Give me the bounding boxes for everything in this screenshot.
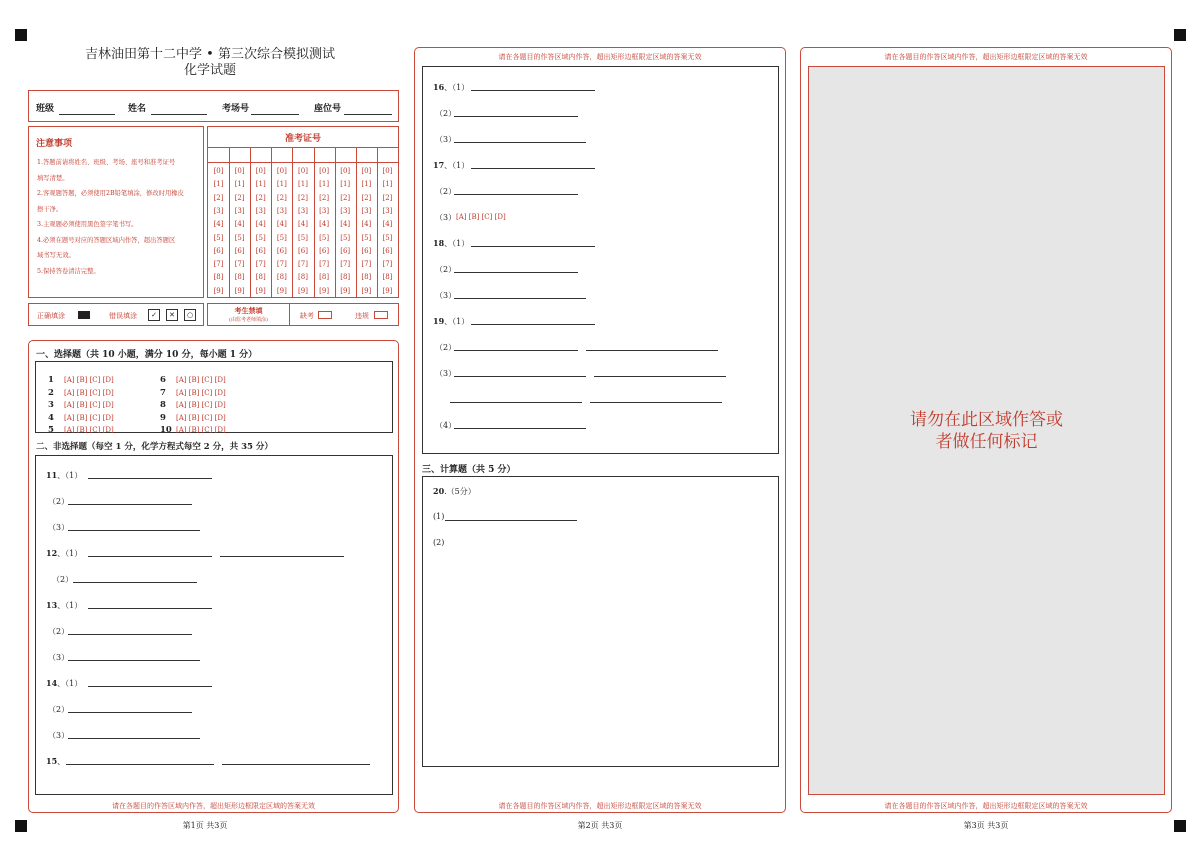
q19-4-answer[interactable] [454,428,586,429]
exam-id-bubble[interactable]: [2] [276,193,287,202]
exam-id-bubble[interactable]: [0] [234,167,245,175]
exam-id-bubble[interactable]: [0] [276,167,287,175]
registration-mark-top-right [1174,29,1186,41]
exam-id-bubble[interactable]: [0] [361,167,372,175]
q16-2-answer[interactable] [454,116,578,117]
q17-3-options[interactable]: [A] [B] [C] [D] [456,213,506,221]
q18-3-label: （3） [435,291,457,300]
exam-id-bubble[interactable]: [0] [213,167,224,175]
name-label: 姓名 [128,104,147,114]
choice-question-number: 4 [48,412,54,423]
q16-19-box [422,66,779,454]
answer-region-page1 [28,340,399,813]
boundary-note-p3-top: 请在各题目的作答区域内作答，超出矩形边框限定区域的答案无效 [884,53,1088,61]
exam-id-bubble[interactable]: [2] [255,193,266,202]
exam-id-bubble[interactable]: [7] [298,260,308,269]
title-line-2: 化学试题 [183,63,236,78]
exam-id-bubble[interactable]: [1] [255,180,266,189]
exam-id-bubble[interactable]: [1] [213,180,224,189]
notice-title: 注意事项 [36,139,73,149]
q11-1-answer[interactable] [88,478,212,479]
q19-label: 19、（1） [433,316,470,326]
exam-id-bubble[interactable]: [9] [361,286,372,295]
choice-options[interactable]: [A] [B] [C] [D] [176,426,226,435]
exam-id-bubble[interactable]: [5] [234,233,245,242]
notice-item: 4.必须在题号对应的答题区域内作答，超出答题区 [37,236,176,244]
absent-checkbox[interactable] [318,311,332,319]
exam-id-bubble[interactable]: [5] [382,233,393,242]
q16-3-label: （3） [435,135,457,144]
choice-options[interactable]: [A] [B] [C] [D] [64,376,114,384]
choice-options[interactable]: [A] [B] [C] [D] [64,401,114,410]
q16-label: 16、（1） [433,82,470,92]
exam-id-bubble[interactable]: [7] [255,260,266,269]
choice-question-number: 8 [160,400,166,411]
exam-id-bubble[interactable]: [1] [319,180,330,189]
q19-1-answer[interactable] [471,324,595,325]
exam-id-bubble[interactable]: [2] [361,193,372,202]
choice-question-number: 2 [48,387,54,398]
exam-id-bubble[interactable]: [3] [213,206,224,215]
exam-id-bubble[interactable]: [0] [340,167,351,175]
exam-id-bubble[interactable]: [1] [361,180,372,189]
exam-id-bubble[interactable]: [4] [234,220,245,229]
fill-legend-box [28,303,204,326]
wrong-fill-label: 错误填涂 [109,312,137,320]
notice-box [28,126,204,298]
forbidden-title-cell [208,304,290,325]
exam-id-bubble[interactable]: [6] [319,246,330,255]
notice-item: 2.客观题答题，必须使用2B铅笔填涂，修改时用橡皮 [37,190,184,197]
exam-id-bubble[interactable]: [0] [382,167,393,175]
student-info-row [28,90,399,122]
q14-label: 14、（1） [46,678,83,688]
exam-id-bubble[interactable]: [2] [298,193,308,202]
exam-id-bubble[interactable]: [0] [298,167,308,175]
q14-2-answer[interactable] [68,712,192,713]
section2-title: 二、非选择题（每空 1 分，化学方程式每空 2 分，共 35 分） [36,442,273,452]
q17-3-label: （3） [435,213,457,222]
choice-question-number: 9 [160,412,166,423]
title-line-1: 吉林油田第十二中学 • 第三次综合模拟测试 [85,47,335,62]
choice-options[interactable]: [A] [B] [C] [D] [176,388,226,397]
q17-1-answer[interactable] [471,168,595,169]
exam-id-bubble[interactable]: [8] [213,273,224,282]
q15-answer-b[interactable] [222,764,370,765]
exam-id-bubble[interactable]: [3] [382,206,393,215]
q20-1-label: (1) [433,512,445,521]
exam-id-bubble[interactable]: [6] [276,246,287,255]
violation-checkbox[interactable] [374,311,388,319]
q14-1-answer[interactable] [88,686,212,687]
choice-options[interactable]: [A] [B] [C] [D] [176,401,226,410]
exam-id-bubble[interactable]: [7] [276,260,287,269]
q19-3-answer-a[interactable] [454,376,586,377]
q11-2-answer[interactable] [68,504,192,505]
forbidden-box [207,303,399,326]
page-footer-1: 第1页 共3页 [182,821,228,830]
boundary-note-p1-bottom: 请在各题目的作答区域内作答，超出矩形边框限定区域的答案无效 [112,802,315,810]
exam-id-bubble[interactable]: [8] [276,273,287,282]
q11-3-answer[interactable] [68,530,200,531]
notice-item: 5.保持答卷清洁完整。 [37,267,100,275]
exam-id-bubble[interactable]: [8] [298,273,308,282]
exam-id-bubble[interactable]: [9] [382,286,393,295]
check-wrong-sample-icon: ✓ [148,309,160,321]
choice-box [35,361,393,436]
choice-options[interactable]: [A] [B] [C] [D] [176,413,226,422]
exam-id-bubble[interactable]: [4] [361,220,372,229]
q19-3-label: （3） [435,369,457,378]
no-write-message [809,409,1164,453]
exam-id-bubble[interactable]: [3] [361,206,372,215]
choice-question-number: 7 [160,387,166,398]
q19-2-answer-b[interactable] [586,350,718,351]
exam-id-bubble[interactable]: [3] [255,206,266,215]
q19-3-answer-b[interactable] [594,376,726,377]
seat-field[interactable] [344,114,392,115]
boundary-note-p2-bottom: 请在各题目的作答区域内作答，超出矩形边框限定区域的答案无效 [498,802,702,810]
forbidden-title: 考生禁填 [234,306,263,315]
choice-options[interactable]: [A] [B] [C] [D] [64,388,114,397]
circle-wrong-sample-icon: ○ [184,309,196,321]
choice-row [48,417,114,436]
exam-id-bubble[interactable]: [9] [340,286,351,295]
exam-id-bubble[interactable]: [7] [382,260,393,269]
exam-id-bubble[interactable]: [6] [234,246,245,255]
class-label: 班级 [36,104,55,114]
boundary-note-p2-top: 请在各题目的作答区域内作答，超出矩形边框限定区域的答案无效 [498,53,702,61]
q12-2-label: （2） [52,575,74,584]
exam-id-bubble[interactable]: [4] [255,220,266,229]
section3-title: 三、计算题（共 5 分） [422,465,516,475]
exam-id-bubble[interactable]: [3] [319,206,330,215]
q13-2-answer[interactable] [68,634,192,635]
exam-id-title: 准考证号 [284,134,321,144]
exam-id-bubble[interactable]: [6] [361,246,372,255]
q18-2-answer[interactable] [454,272,578,273]
no-write-zone [808,66,1165,795]
q13-label: 13、（1） [46,600,83,610]
exam-id-bubble[interactable]: [6] [340,246,351,255]
exam-id-bubble[interactable]: [5] [340,233,351,242]
name-field[interactable] [151,114,207,115]
choice-options[interactable]: [A] [B] [C] [D] [176,376,226,384]
page-1 [0,0,410,848]
exam-id-bubble[interactable]: [4] [276,220,287,229]
exam-id-box [207,126,399,298]
exam-id-bubble[interactable]: [5] [298,233,308,242]
exam-id-bubble[interactable]: [6] [255,246,266,255]
exam-id-bubble[interactable]: [3] [298,206,308,215]
exam-id-bubble[interactable]: [1] [340,180,351,189]
q15-answer-a[interactable] [66,764,214,765]
exam-id-entry-row[interactable] [208,147,398,163]
exam-id-bubble[interactable]: [2] [319,193,330,202]
answer-region-page2 [414,47,786,813]
q12-1-answer-b[interactable] [220,556,344,557]
exam-id-bubble[interactable]: [7] [319,260,330,269]
exam-id-bubble[interactable]: [6] [298,246,308,255]
exam-id-bubble[interactable]: [2] [340,193,351,202]
exam-id-bubble[interactable]: [0] [319,167,330,175]
notice-item: 1.答题前请将姓名、班级、考场、座号和准考证号 [37,159,176,166]
cross-wrong-sample-icon: ✕ [166,309,178,321]
q16-1-answer[interactable] [471,90,595,91]
seat-label: 座位号 [314,104,342,114]
q15-label: 15、 [46,756,66,766]
exam-id-bubble[interactable]: [1] [234,180,245,189]
exam-id-bubble[interactable]: [9] [234,286,245,295]
forbidden-subtitle: (由监考老师填涂) [229,317,268,323]
exam-id-bubble[interactable]: [3] [234,206,245,215]
exam-id-bubble[interactable]: [5] [319,233,330,242]
q16-2-label: （2） [435,109,457,118]
exam-id-bubble[interactable]: [9] [319,286,330,295]
exam-id-bubble[interactable]: [4] [213,220,224,229]
q13-3-answer[interactable] [68,660,200,661]
no-write-line-1: 请勿在此区域作答或 [910,410,1063,430]
q17-2-answer[interactable] [454,194,578,195]
choice-question-number: 10 [160,425,172,436]
exam-id-bubble[interactable]: [2] [234,193,245,202]
q19-4-label: （4） [435,421,457,430]
choice-question-number: 6 [160,375,166,385]
q18-2-label: （2） [435,265,457,274]
choice-row [160,417,226,436]
q14-3-label: （3） [48,731,70,740]
q17-2-label: （2） [435,187,457,196]
exam-id-bubble[interactable]: [4] [319,220,330,229]
q12-1-answer-a[interactable] [88,556,212,557]
choice-options[interactable]: [A] [B] [C] [D] [64,413,114,422]
room-label: 考场号 [222,104,250,114]
q19-3-answer-d[interactable] [590,402,722,403]
q20-label: 20.（5分） [433,486,476,496]
q19-2-answer-a[interactable] [454,350,578,351]
sheet-title [60,47,360,79]
q14-3-answer[interactable] [68,738,200,739]
q20-box [422,476,779,767]
q13-2-label: （2） [48,627,70,636]
choice-question-number: 5 [48,425,54,436]
notice-item: 域书写无效。 [37,252,75,259]
exam-id-bubble[interactable]: [2] [382,193,393,202]
q13-1-answer[interactable] [88,608,212,609]
exam-id-bubble[interactable]: [7] [213,260,224,269]
q14-2-label: （2） [48,705,70,714]
exam-id-bubble[interactable]: [7] [340,260,351,269]
q18-1-answer[interactable] [471,246,595,247]
page-footer-2: 第2页 共3页 [577,821,623,830]
q18-3-answer[interactable] [454,298,586,299]
exam-id-bubble[interactable]: [8] [340,273,351,282]
q16-3-answer[interactable] [454,142,586,143]
q20-1-answer[interactable] [445,520,577,521]
choice-question-number: 1 [48,375,54,385]
exam-id-grid [208,147,398,297]
exam-id-bubble[interactable]: [1] [298,180,308,189]
non-choice-box [35,455,393,795]
correct-fill-sample-icon [78,311,90,319]
exam-id-bubble[interactable]: [6] [382,246,393,255]
room-field[interactable] [251,114,299,115]
choice-question-number: 3 [48,400,54,411]
boundary-note-p3-bottom: 请在各题目的作答区域内作答，超出矩形边框限定区域的答案无效 [884,802,1088,810]
exam-id-bubble[interactable]: [4] [298,220,308,229]
section1-title: 一、选择题（共 10 小题，满分 10 分，每小题 1 分） [36,350,258,360]
q11-3-label: （3） [48,523,70,532]
registration-mark-bottom-right [1174,820,1186,832]
exam-id-bubble[interactable]: [5] [213,233,224,242]
absent-label: 缺考 [300,312,314,320]
q19-3-answer-c[interactable] [450,402,582,403]
page-footer-3: 第3页 共3页 [963,821,1009,830]
exam-id-bubble[interactable]: [5] [276,233,287,242]
q11-2-label: （2） [48,497,70,506]
q13-3-label: （3） [48,653,70,662]
q19-2-label: （2） [435,343,457,352]
notice-list [37,155,201,279]
exam-id-bubble[interactable]: [7] [361,260,372,269]
exam-id-bubble[interactable]: [3] [276,206,287,215]
q12-2-answer[interactable] [73,582,197,583]
exam-id-bubble[interactable]: [0] [255,167,266,175]
exam-id-bubble[interactable]: [9] [276,286,287,295]
violation-label: 违规 [355,312,369,320]
correct-fill-label: 正确填涂 [37,312,65,320]
exam-id-bubble[interactable]: [5] [361,233,372,242]
q20-2-label: (2) [433,538,445,547]
exam-id-bubble[interactable]: [2] [213,193,224,202]
q12-label: 12、（1） [46,548,83,558]
exam-id-bubble[interactable]: [1] [382,180,393,189]
q17-label: 17、（1） [433,160,470,170]
q11-label: 11、（1） [46,470,83,480]
class-field[interactable] [59,114,115,115]
exam-id-bubble[interactable]: [4] [382,220,393,229]
exam-id-bubble[interactable]: [8] [319,273,330,282]
exam-id-bubble[interactable]: [6] [213,246,224,255]
no-write-line-2: 者做任何标记 [935,432,1038,452]
exam-id-bubble[interactable]: [4] [340,220,351,229]
q18-label: 18、（1） [433,238,470,248]
exam-id-bubble[interactable]: [3] [340,206,351,215]
exam-id-bubble[interactable]: [8] [361,273,372,282]
exam-id-bubble[interactable]: [9] [213,286,224,295]
exam-id-bubble[interactable]: [8] [255,273,266,282]
notice-item: 填写清楚。 [37,174,69,182]
exam-id-bubble[interactable]: [9] [255,286,266,295]
exam-id-bubble[interactable]: [5] [255,233,266,242]
answer-region-page3 [800,47,1172,813]
exam-id-bubble[interactable]: [8] [382,273,393,282]
exam-id-bubble[interactable]: [8] [234,273,245,282]
exam-id-bubble[interactable]: [1] [276,180,287,189]
exam-id-bubble[interactable]: [7] [234,260,245,269]
choice-options[interactable]: [A] [B] [C] [D] [64,426,114,435]
exam-id-bubble[interactable]: [9] [298,286,308,295]
notice-item: 擦干净。 [37,205,63,213]
notice-item: 3.主观题必须使用黑色签字笔书写。 [37,221,138,228]
